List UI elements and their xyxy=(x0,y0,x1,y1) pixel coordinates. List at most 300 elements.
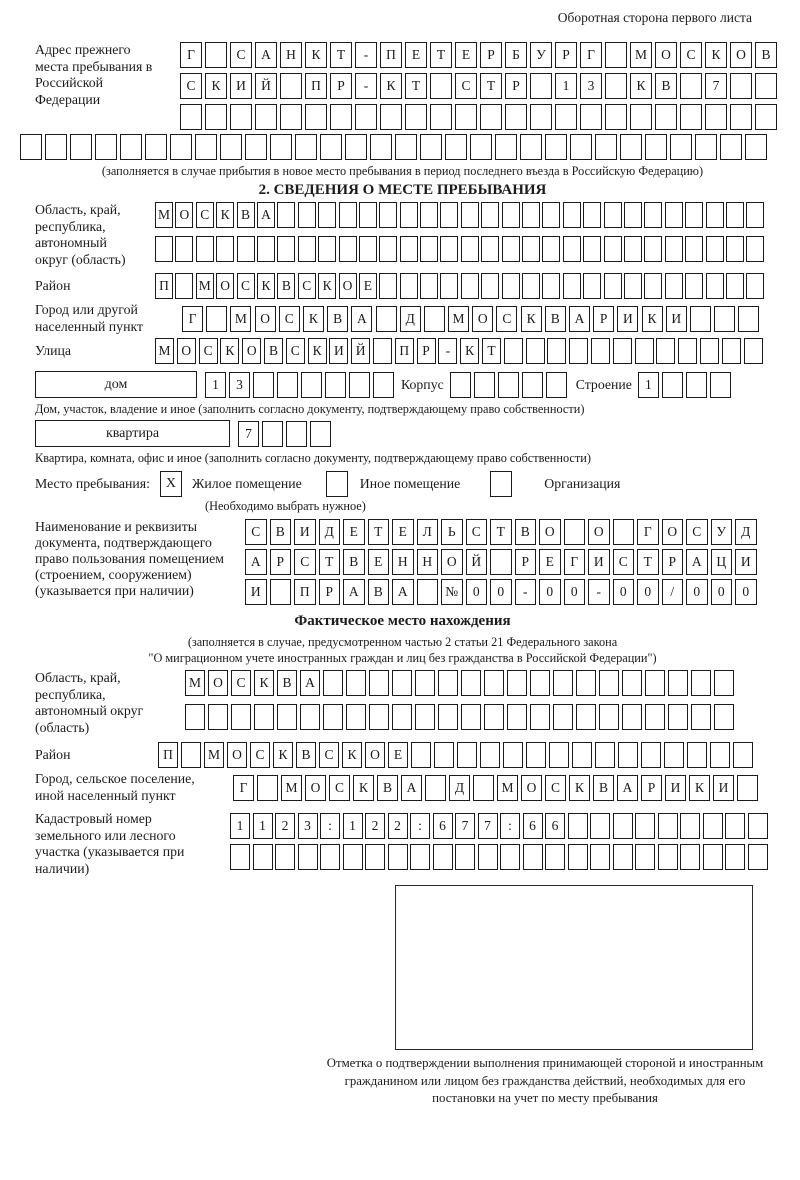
char-cell[interactable] xyxy=(706,202,724,228)
char-cell[interactable] xyxy=(599,670,619,696)
char-cell[interactable] xyxy=(343,844,363,870)
char-cell[interactable]: Г xyxy=(233,775,254,801)
char-cell[interactable]: Р xyxy=(662,549,684,575)
char-cell[interactable]: В xyxy=(270,519,292,545)
char-cell[interactable] xyxy=(678,338,697,364)
char-cell[interactable]: А xyxy=(617,775,638,801)
char-cell[interactable]: И xyxy=(588,549,610,575)
char-cell[interactable] xyxy=(373,338,392,364)
char-cell[interactable]: Г xyxy=(580,42,602,68)
char-cell[interactable] xyxy=(484,704,504,730)
char-cell[interactable] xyxy=(730,73,752,99)
char-cell[interactable] xyxy=(450,372,471,398)
char-cell[interactable] xyxy=(430,73,452,99)
char-cell[interactable]: Е xyxy=(359,273,377,299)
char-cell[interactable] xyxy=(95,134,117,160)
char-cell[interactable]: С xyxy=(196,202,214,228)
char-cell[interactable] xyxy=(580,104,602,130)
char-cell[interactable]: Р xyxy=(515,549,537,575)
char-cell[interactable] xyxy=(498,372,519,398)
house-type-box[interactable]: дом xyxy=(35,371,197,398)
char-cell[interactable]: Н xyxy=(417,549,439,575)
char-cell[interactable] xyxy=(748,844,768,870)
char-cell[interactable] xyxy=(365,844,385,870)
char-cell[interactable] xyxy=(664,742,684,768)
char-cell[interactable]: П xyxy=(158,742,178,768)
char-cell[interactable] xyxy=(755,73,777,99)
char-cell[interactable] xyxy=(568,813,588,839)
char-cell[interactable] xyxy=(530,704,550,730)
char-cell[interactable] xyxy=(430,104,452,130)
char-cell[interactable] xyxy=(376,306,397,332)
char-cell[interactable]: В xyxy=(343,549,365,575)
char-cell[interactable]: В xyxy=(755,42,777,68)
char-cell[interactable] xyxy=(530,670,550,696)
char-cell[interactable] xyxy=(70,134,92,160)
char-cell[interactable] xyxy=(695,134,717,160)
char-cell[interactable]: Д xyxy=(400,306,421,332)
char-cell[interactable]: Е xyxy=(388,742,408,768)
char-cell[interactable]: С xyxy=(545,775,566,801)
char-cell[interactable]: Т xyxy=(490,519,512,545)
char-cell[interactable] xyxy=(461,202,479,228)
char-cell[interactable] xyxy=(726,202,744,228)
char-cell[interactable] xyxy=(569,338,588,364)
char-cell[interactable]: Т xyxy=(482,338,501,364)
char-cell[interactable]: А xyxy=(392,579,414,605)
char-cell[interactable] xyxy=(542,202,560,228)
char-cell[interactable] xyxy=(714,306,735,332)
char-cell[interactable] xyxy=(185,704,205,730)
char-cell[interactable] xyxy=(522,273,540,299)
char-cell[interactable] xyxy=(522,236,540,262)
char-cell[interactable]: И xyxy=(329,338,348,364)
char-cell[interactable]: О xyxy=(175,202,193,228)
char-cell[interactable]: С xyxy=(286,338,305,364)
char-cell[interactable]: Т xyxy=(430,42,452,68)
char-cell[interactable]: С xyxy=(294,549,316,575)
char-cell[interactable]: Л xyxy=(417,519,439,545)
char-cell[interactable] xyxy=(503,742,523,768)
char-cell[interactable]: К xyxy=(460,338,479,364)
char-cell[interactable] xyxy=(706,236,724,262)
char-cell[interactable] xyxy=(613,813,633,839)
char-cell[interactable] xyxy=(644,273,662,299)
char-cell[interactable] xyxy=(339,236,357,262)
char-cell[interactable] xyxy=(196,236,214,262)
char-cell[interactable] xyxy=(507,704,527,730)
char-cell[interactable] xyxy=(323,704,343,730)
char-cell[interactable] xyxy=(457,742,477,768)
char-cell[interactable]: М xyxy=(281,775,302,801)
char-cell[interactable] xyxy=(547,338,566,364)
char-cell[interactable]: М xyxy=(448,306,469,332)
apartment-type-box[interactable]: квартира xyxy=(35,420,230,447)
char-cell[interactable]: К xyxy=(303,306,324,332)
char-cell[interactable] xyxy=(216,236,234,262)
char-cell[interactable]: А xyxy=(686,549,708,575)
char-cell[interactable]: У xyxy=(530,42,552,68)
char-cell[interactable]: И xyxy=(294,519,316,545)
char-cell[interactable] xyxy=(710,372,731,398)
char-cell[interactable] xyxy=(706,273,724,299)
char-cell[interactable]: И xyxy=(245,579,267,605)
char-cell[interactable]: М xyxy=(630,42,652,68)
char-cell[interactable] xyxy=(576,670,596,696)
char-cell[interactable] xyxy=(495,134,517,160)
char-cell[interactable] xyxy=(748,813,768,839)
char-cell[interactable] xyxy=(301,372,322,398)
char-cell[interactable] xyxy=(245,134,267,160)
char-cell[interactable]: С xyxy=(250,742,270,768)
char-cell[interactable] xyxy=(526,338,545,364)
char-cell[interactable] xyxy=(685,273,703,299)
char-cell[interactable] xyxy=(725,813,745,839)
char-cell[interactable] xyxy=(145,134,167,160)
char-cell[interactable] xyxy=(230,844,250,870)
char-cell[interactable] xyxy=(737,775,758,801)
char-cell[interactable]: Е xyxy=(392,519,414,545)
char-cell[interactable] xyxy=(542,236,560,262)
char-cell[interactable] xyxy=(523,844,543,870)
char-cell[interactable]: Д xyxy=(319,519,341,545)
char-cell[interactable] xyxy=(746,273,764,299)
char-cell[interactable] xyxy=(604,202,622,228)
char-cell[interactable] xyxy=(230,104,252,130)
char-cell[interactable]: С xyxy=(237,273,255,299)
char-cell[interactable]: - xyxy=(588,579,610,605)
char-cell[interactable]: И xyxy=(666,306,687,332)
char-cell[interactable] xyxy=(680,844,700,870)
char-cell[interactable] xyxy=(645,670,665,696)
char-cell[interactable]: Т xyxy=(319,549,341,575)
char-cell[interactable]: : xyxy=(500,813,520,839)
char-cell[interactable] xyxy=(655,104,677,130)
char-cell[interactable]: Й xyxy=(255,73,277,99)
char-cell[interactable] xyxy=(359,236,377,262)
char-cell[interactable] xyxy=(420,236,438,262)
checkbox-other-premises[interactable] xyxy=(326,471,348,497)
char-cell[interactable]: К xyxy=(342,742,362,768)
char-cell[interactable]: Р xyxy=(593,306,614,332)
char-cell[interactable] xyxy=(175,273,193,299)
char-cell[interactable] xyxy=(576,704,596,730)
char-cell[interactable]: У xyxy=(711,519,733,545)
char-cell[interactable] xyxy=(455,844,475,870)
char-cell[interactable]: К xyxy=(318,273,336,299)
char-cell[interactable] xyxy=(520,134,542,160)
char-cell[interactable] xyxy=(461,670,481,696)
char-cell[interactable]: В xyxy=(327,306,348,332)
char-cell[interactable] xyxy=(388,844,408,870)
char-cell[interactable] xyxy=(665,236,683,262)
char-cell[interactable] xyxy=(703,844,723,870)
char-cell[interactable] xyxy=(298,844,318,870)
char-cell[interactable]: В xyxy=(377,775,398,801)
char-cell[interactable] xyxy=(755,104,777,130)
char-cell[interactable] xyxy=(613,338,632,364)
char-cell[interactable] xyxy=(635,813,655,839)
char-cell[interactable]: К xyxy=(642,306,663,332)
char-cell[interactable] xyxy=(298,202,316,228)
char-cell[interactable] xyxy=(434,742,454,768)
char-cell[interactable] xyxy=(379,236,397,262)
char-cell[interactable] xyxy=(45,134,67,160)
char-cell[interactable] xyxy=(583,236,601,262)
char-cell[interactable] xyxy=(305,104,327,130)
char-cell[interactable] xyxy=(478,844,498,870)
char-cell[interactable] xyxy=(392,670,412,696)
char-cell[interactable]: В xyxy=(515,519,537,545)
char-cell[interactable] xyxy=(379,273,397,299)
char-cell[interactable] xyxy=(568,844,588,870)
char-cell[interactable]: - xyxy=(438,338,457,364)
char-cell[interactable]: Ь xyxy=(441,519,463,545)
char-cell[interactable] xyxy=(346,670,366,696)
char-cell[interactable] xyxy=(658,844,678,870)
char-cell[interactable] xyxy=(563,273,581,299)
char-cell[interactable] xyxy=(502,236,520,262)
char-cell[interactable] xyxy=(461,273,479,299)
char-cell[interactable]: С xyxy=(298,273,316,299)
char-cell[interactable]: М xyxy=(497,775,518,801)
char-cell[interactable]: № xyxy=(441,579,463,605)
char-cell[interactable] xyxy=(318,236,336,262)
char-cell[interactable] xyxy=(481,236,499,262)
char-cell[interactable]: О xyxy=(588,519,610,545)
char-cell[interactable] xyxy=(700,338,719,364)
char-cell[interactable]: Н xyxy=(392,549,414,575)
char-cell[interactable] xyxy=(522,372,543,398)
char-cell[interactable] xyxy=(622,704,642,730)
char-cell[interactable]: И xyxy=(713,775,734,801)
char-cell[interactable]: С xyxy=(680,42,702,68)
char-cell[interactable]: А xyxy=(401,775,422,801)
char-cell[interactable]: 0 xyxy=(686,579,708,605)
char-cell[interactable]: М xyxy=(204,742,224,768)
char-cell[interactable] xyxy=(470,134,492,160)
char-cell[interactable] xyxy=(424,306,445,332)
char-cell[interactable] xyxy=(658,813,678,839)
char-cell[interactable] xyxy=(275,844,295,870)
char-cell[interactable] xyxy=(175,236,193,262)
char-cell[interactable]: С xyxy=(496,306,517,332)
char-cell[interactable] xyxy=(555,104,577,130)
char-cell[interactable] xyxy=(680,813,700,839)
char-cell[interactable] xyxy=(346,704,366,730)
char-cell[interactable]: А xyxy=(257,202,275,228)
char-cell[interactable]: К xyxy=(521,306,542,332)
char-cell[interactable] xyxy=(400,273,418,299)
char-cell[interactable] xyxy=(20,134,42,160)
char-cell[interactable]: Й xyxy=(351,338,370,364)
char-cell[interactable]: К xyxy=(305,42,327,68)
char-cell[interactable]: А xyxy=(245,549,267,575)
char-cell[interactable] xyxy=(665,202,683,228)
char-cell[interactable] xyxy=(691,704,711,730)
char-cell[interactable]: 0 xyxy=(613,579,635,605)
char-cell[interactable]: А xyxy=(569,306,590,332)
char-cell[interactable] xyxy=(590,813,610,839)
char-cell[interactable] xyxy=(703,813,723,839)
char-cell[interactable]: 3 xyxy=(298,813,318,839)
char-cell[interactable] xyxy=(231,704,251,730)
char-cell[interactable] xyxy=(461,704,481,730)
char-cell[interactable] xyxy=(440,236,458,262)
char-cell[interactable] xyxy=(635,844,655,870)
char-cell[interactable]: 7 xyxy=(478,813,498,839)
char-cell[interactable]: М xyxy=(155,338,174,364)
char-cell[interactable]: А xyxy=(343,579,365,605)
char-cell[interactable] xyxy=(522,202,540,228)
char-cell[interactable]: Р xyxy=(319,579,341,605)
char-cell[interactable] xyxy=(405,104,427,130)
char-cell[interactable]: 6 xyxy=(523,813,543,839)
char-cell[interactable] xyxy=(507,670,527,696)
char-cell[interactable]: Г xyxy=(564,549,586,575)
char-cell[interactable]: Т xyxy=(368,519,390,545)
char-cell[interactable]: Г xyxy=(180,42,202,68)
char-cell[interactable] xyxy=(745,134,767,160)
char-cell[interactable]: О xyxy=(655,42,677,68)
char-cell[interactable] xyxy=(635,338,654,364)
char-cell[interactable] xyxy=(339,202,357,228)
char-cell[interactable]: О xyxy=(730,42,752,68)
char-cell[interactable]: Р xyxy=(417,338,436,364)
char-cell[interactable] xyxy=(370,134,392,160)
char-cell[interactable] xyxy=(420,202,438,228)
char-cell[interactable] xyxy=(310,421,331,447)
char-cell[interactable] xyxy=(433,844,453,870)
char-cell[interactable] xyxy=(730,104,752,130)
char-cell[interactable] xyxy=(277,704,297,730)
char-cell[interactable]: 6 xyxy=(433,813,453,839)
char-cell[interactable]: П xyxy=(380,42,402,68)
char-cell[interactable]: Р xyxy=(330,73,352,99)
char-cell[interactable] xyxy=(300,704,320,730)
char-cell[interactable] xyxy=(505,104,527,130)
char-cell[interactable]: 0 xyxy=(539,579,561,605)
char-cell[interactable] xyxy=(155,236,173,262)
char-cell[interactable] xyxy=(686,372,707,398)
char-cell[interactable] xyxy=(685,202,703,228)
char-cell[interactable] xyxy=(726,236,744,262)
char-cell[interactable]: О xyxy=(662,519,684,545)
char-cell[interactable]: С xyxy=(231,670,251,696)
char-cell[interactable]: О xyxy=(472,306,493,332)
char-cell[interactable] xyxy=(440,273,458,299)
char-cell[interactable] xyxy=(369,704,389,730)
char-cell[interactable] xyxy=(195,134,217,160)
char-cell[interactable] xyxy=(595,742,615,768)
char-cell[interactable] xyxy=(286,421,307,447)
char-cell[interactable]: О xyxy=(521,775,542,801)
char-cell[interactable] xyxy=(710,742,730,768)
char-cell[interactable] xyxy=(746,202,764,228)
char-cell[interactable]: О xyxy=(208,670,228,696)
char-cell[interactable]: - xyxy=(355,73,377,99)
char-cell[interactable] xyxy=(668,670,688,696)
char-cell[interactable] xyxy=(502,202,520,228)
char-cell[interactable] xyxy=(395,134,417,160)
char-cell[interactable] xyxy=(705,104,727,130)
char-cell[interactable]: С xyxy=(279,306,300,332)
char-cell[interactable] xyxy=(549,742,569,768)
char-cell[interactable] xyxy=(170,134,192,160)
char-cell[interactable] xyxy=(618,742,638,768)
char-cell[interactable]: Г xyxy=(637,519,659,545)
char-cell[interactable] xyxy=(325,372,346,398)
char-cell[interactable] xyxy=(400,236,418,262)
char-cell[interactable]: 1 xyxy=(230,813,250,839)
char-cell[interactable]: К xyxy=(254,670,274,696)
char-cell[interactable]: И xyxy=(617,306,638,332)
char-cell[interactable]: А xyxy=(255,42,277,68)
char-cell[interactable] xyxy=(502,273,520,299)
char-cell[interactable] xyxy=(564,519,586,545)
char-cell[interactable] xyxy=(253,844,273,870)
char-cell[interactable]: - xyxy=(515,579,537,605)
char-cell[interactable]: В xyxy=(296,742,316,768)
char-cell[interactable]: С xyxy=(245,519,267,545)
char-cell[interactable]: С xyxy=(180,73,202,99)
char-cell[interactable]: : xyxy=(410,813,430,839)
char-cell[interactable] xyxy=(605,42,627,68)
char-cell[interactable]: 6 xyxy=(545,813,565,839)
char-cell[interactable]: 1 xyxy=(638,372,659,398)
char-cell[interactable] xyxy=(262,421,283,447)
char-cell[interactable]: / xyxy=(662,579,684,605)
char-cell[interactable] xyxy=(733,742,753,768)
char-cell[interactable] xyxy=(714,670,734,696)
char-cell[interactable] xyxy=(620,134,642,160)
char-cell[interactable] xyxy=(563,202,581,228)
char-cell[interactable] xyxy=(670,134,692,160)
char-cell[interactable]: О xyxy=(539,519,561,545)
char-cell[interactable]: - xyxy=(355,42,377,68)
char-cell[interactable] xyxy=(400,202,418,228)
char-cell[interactable] xyxy=(425,775,446,801)
char-cell[interactable] xyxy=(280,73,302,99)
char-cell[interactable] xyxy=(473,775,494,801)
char-cell[interactable]: М xyxy=(196,273,214,299)
char-cell[interactable]: 2 xyxy=(388,813,408,839)
char-cell[interactable] xyxy=(542,273,560,299)
char-cell[interactable]: М xyxy=(185,670,205,696)
char-cell[interactable]: 0 xyxy=(637,579,659,605)
char-cell[interactable] xyxy=(257,236,275,262)
char-cell[interactable] xyxy=(205,42,227,68)
char-cell[interactable] xyxy=(624,273,642,299)
char-cell[interactable]: М xyxy=(230,306,251,332)
char-cell[interactable] xyxy=(270,579,292,605)
char-cell[interactable]: С xyxy=(319,742,339,768)
char-cell[interactable]: В xyxy=(237,202,255,228)
char-cell[interactable]: 0 xyxy=(564,579,586,605)
char-cell[interactable]: Р xyxy=(270,549,292,575)
char-cell[interactable] xyxy=(687,742,707,768)
char-cell[interactable] xyxy=(526,742,546,768)
char-cell[interactable] xyxy=(208,704,228,730)
char-cell[interactable]: К xyxy=(257,273,275,299)
char-cell[interactable]: С xyxy=(466,519,488,545)
char-cell[interactable] xyxy=(481,202,499,228)
char-cell[interactable] xyxy=(237,236,255,262)
char-cell[interactable] xyxy=(410,844,430,870)
char-cell[interactable] xyxy=(690,306,711,332)
char-cell[interactable] xyxy=(373,372,394,398)
char-cell[interactable] xyxy=(445,134,467,160)
